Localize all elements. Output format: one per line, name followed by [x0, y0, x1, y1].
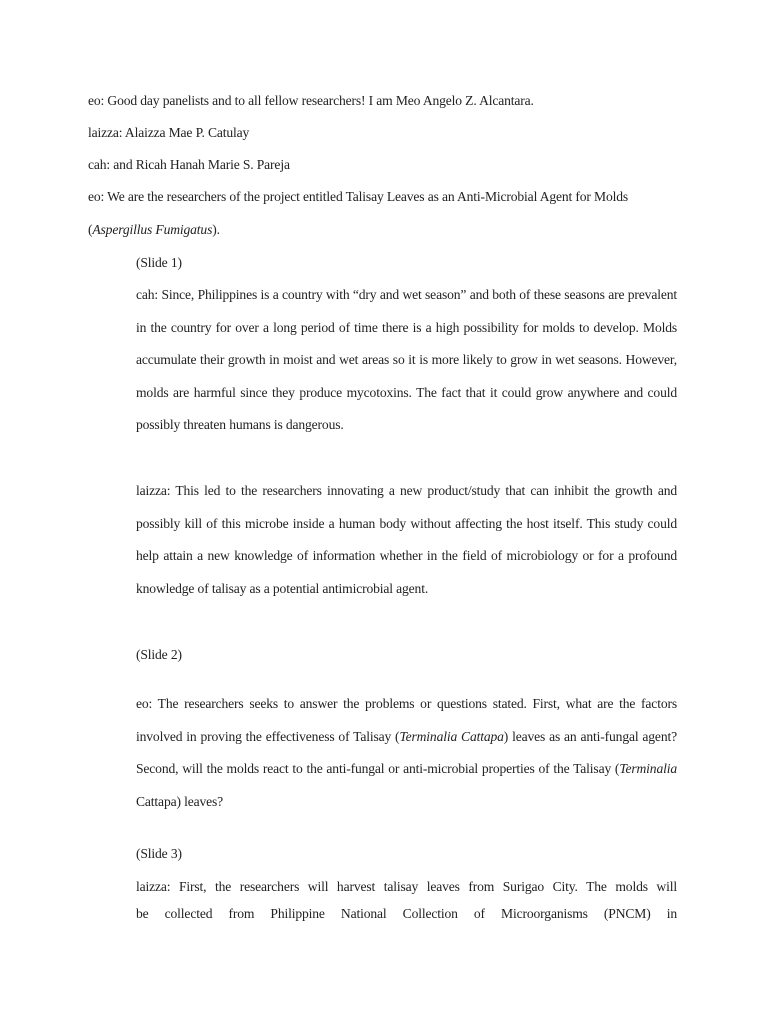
slide-2-text-a: eo: The researchers seeks to answer the problems or questions stated. First, what are the factors involved in proving the effectiveness of Talisay ( — [136, 696, 677, 744]
species-open-paren: ( — [88, 222, 93, 237]
intro-line-project: eo: We are the researchers of the project entitled Talisay Leaves as an Anti-Microbial Agent for Molds — [88, 189, 629, 204]
intro-line-species — [88, 222, 220, 238]
slide-1-paragraph-laizza: laizza: This led to the researchers innovating a new product/study that can inhibit the growth and possibly kill of this microbe inside a human body without affecting the host itself. This study could help attain a new knowledge of information whether in the field of microbiology or for a profound knowledge of talisay as a potential antimicrobial agent. — [136, 483, 677, 596]
slide-3-line-2: be collected from Philippine National Collection of Microorganisms (PNCM) in — [136, 906, 677, 921]
slide-2-paragraph-eo — [136, 688, 677, 818]
slide-2-italic-species: Terminalia Cattapa — [399, 728, 504, 744]
intro-line-eo: eo: Good day panelists and to all fellow researchers! I am Meo Angelo Z. Alcantara. — [88, 93, 534, 108]
slide-2-text-e: Cattapa) leaves? — [136, 793, 224, 809]
slide-3-label: (Slide 3) — [136, 846, 182, 861]
slide-2-italic-genus: Terminalia — [619, 761, 677, 777]
slide-2-label: (Slide 2) — [136, 647, 182, 662]
species-italic-name: Aspergillus Fumigatus — [92, 222, 213, 237]
slide-2-text-c: ) leaves as an anti-fungal agent? Second, will the molds react to the anti-fungal or anti-microbial properties of the Talisay ( — [136, 728, 677, 777]
slide-3-line-1: laizza: First, the researchers will harvest talisay leaves from Surigao City. The molds will — [136, 879, 677, 894]
species-close-paren: ). — [212, 222, 220, 237]
slide-1-paragraph-cah: cah: Since, Philippines is a country with “dry and wet season” and both of these seasons are prevalent in the country for over a long period of time there is a high possibility for molds to develop. Molds accumulate their growth in moist and wet areas so it is more likely to grow in wet seasons. However, molds are harmful since they produce mycotoxins. The fact that it could grow anywhere and could possibly threaten humans is dangerous. — [136, 287, 677, 433]
intro-line-laizza: laizza: Alaizza Mae P. Catulay — [88, 125, 250, 140]
slide-1-label: (Slide 1) — [136, 255, 182, 270]
intro-line-cah: cah: and Ricah Hanah Marie S. Pareja — [88, 157, 290, 172]
